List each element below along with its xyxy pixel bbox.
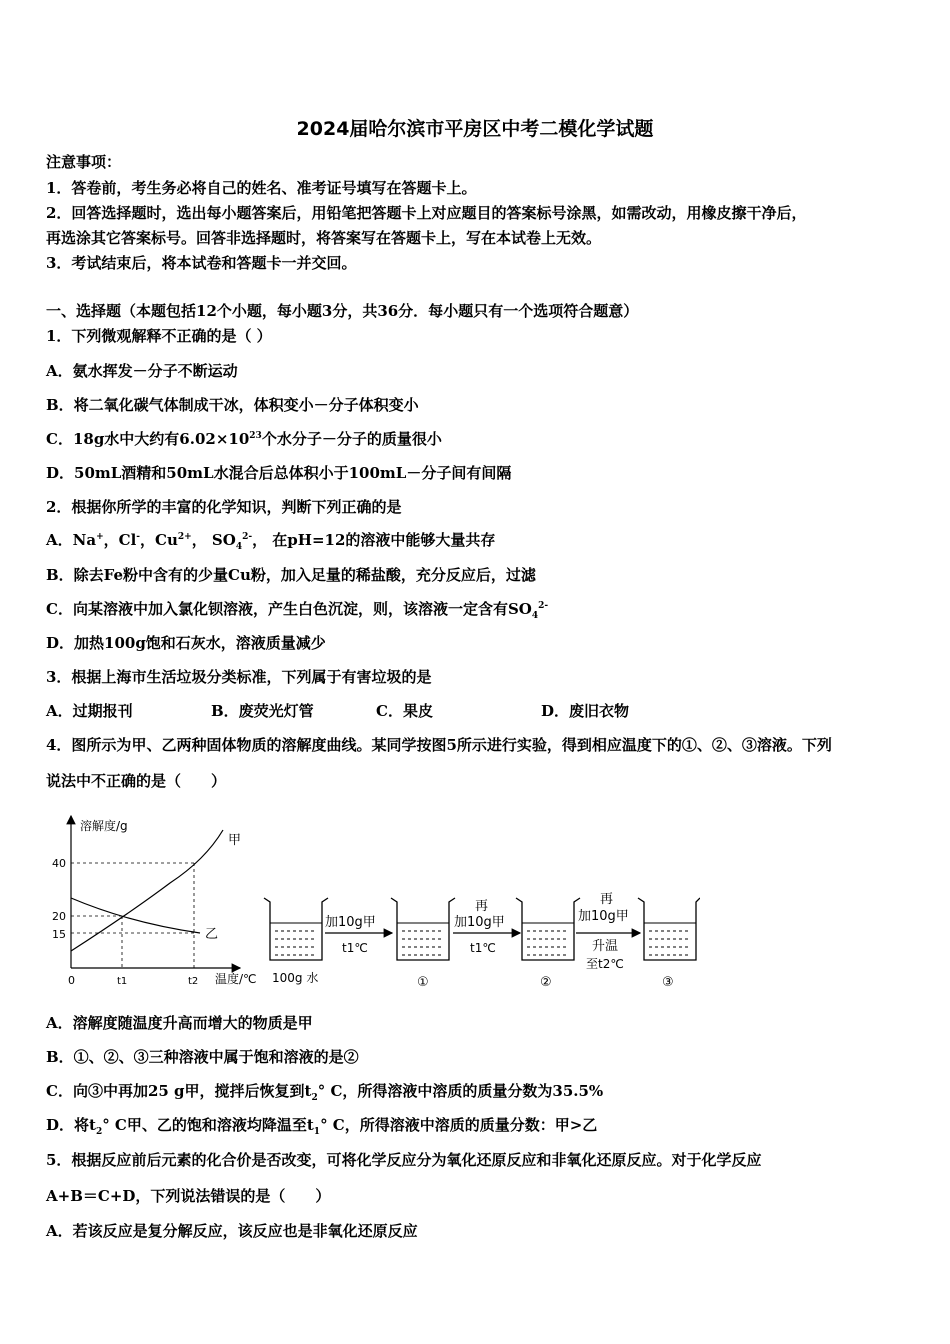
step3-temp: 至t2℃: [586, 957, 624, 971]
q1-option-d: D．50mL酒精和50mL水混合后总体积小于100mL－分子间有间隔: [46, 464, 512, 482]
q4-stem: 4．图所示为甲、乙两种固体物质的溶解度曲线。某同学按图5所示进行实验，得到相应温度下的①、②、③溶液。下列: [46, 736, 832, 754]
beaker-1: [391, 898, 455, 960]
q2-stem: 2．根据你所学的丰富的化学知识，判断下列正确的是: [46, 498, 402, 516]
q2-option-b: B．除去Fe粉中含有的少量Cu粉，加入足量的稀盐酸，充分反应后，过滤: [46, 566, 536, 584]
notice-item-2-cont: 再选涂其它答案标号。回答非选择题时，将答案写在答题卡上，写在本试卷上无效。: [46, 229, 602, 247]
label-3: ③: [662, 975, 674, 990]
curve-jia-label: 甲: [228, 833, 242, 848]
q5-stem: 5．根据反应前后元素的化合价是否改变，可将化学反应分为氧化还原反应和非氧化还原反应。对于化学反应: [46, 1151, 762, 1169]
y-tick-20: 20: [52, 910, 66, 923]
step1-temp: t1℃: [342, 941, 368, 955]
q3-option-b: B．废荧光灯管: [211, 702, 314, 720]
step3-again: 再: [600, 892, 614, 907]
step2-again: 再: [475, 899, 489, 914]
q1-option-c: C．18g水中大约有$6.02\times 10^{23}$个水分子－分子的质量很小: [46, 430, 442, 448]
q4-option-d: D．将$t_2^\circ$ C甲、乙的饱和溶液均降温至$t_1^\circ$ C，所得溶液中溶质的质量分数：甲>乙: [46, 1116, 598, 1137]
curve-yi: [71, 898, 200, 933]
beaker-3: [638, 898, 700, 960]
x-axis-label: 温度/℃: [215, 972, 257, 986]
page-title: 2024届哈尔滨市平房区中考二模化学试题: [296, 118, 654, 140]
notice-item-2: 2．回答选择题时，选出每小题答案后，用铅笔把答题卡上对应题目的答案标号涂黑，如需改动，用橡皮擦干净后，: [46, 204, 807, 222]
y-tick-40: 40: [52, 857, 66, 870]
q2-option-a: A．Na+，Cl-，$Cu^{2+}$， $SO_4^{2-}$， 在pH=12的溶液中能够大量共存: [46, 531, 496, 552]
q3-option-a: A．过期报刊: [46, 702, 133, 720]
q4-option-c: C．向③中再加25 g甲，搅拌后恢复到$t_2^\circ$ C，所得溶液中溶质的质量分数为35.5%: [46, 1082, 604, 1103]
notice-heading: 注意事项：: [46, 153, 122, 171]
curve-jia: [71, 830, 223, 951]
q1-stem: 1．下列微观解释不正确的是（ ）: [46, 327, 272, 345]
q5-stem-cont: A+B＝C+D，下列说法错误的是（ ）: [46, 1187, 331, 1205]
notice-item-1: 1．答卷前，考生务必将自己的姓名、准考证号填写在答题卡上。: [46, 179, 477, 197]
step3-heat: 升温: [592, 939, 619, 954]
q2-option-d: D．加热100g饱和石灰水，溶液质量减少: [46, 634, 326, 652]
beaker-water: [264, 898, 328, 960]
step3-add: 加10g甲: [578, 909, 629, 924]
q4-figure: [40, 808, 700, 998]
beaker-water-label: 100g 水: [272, 971, 319, 985]
section-heading: 一、选择题（本题包括12个小题，每小题3分，共36分．每小题只有一个选项符合题意）: [46, 302, 639, 320]
y-axis-label: 溶解度/g: [80, 819, 128, 833]
step2-temp: t1℃: [470, 941, 496, 955]
x-tick-t2: t2: [188, 976, 199, 987]
y-tick-15: 15: [52, 928, 66, 941]
q4-option-b: B．①、②、③三种溶液中属于饱和溶液的是②: [46, 1048, 359, 1066]
notice-item-3: 3．考试结束后，将本试卷和答题卡一并交回。: [46, 254, 357, 272]
q3-stem: 3．根据上海市生活垃圾分类标准，下列属于有害垃圾的是: [46, 668, 432, 686]
origin-label: 0: [68, 974, 75, 987]
curve-yi-label: 乙: [205, 927, 219, 942]
q4-stem-cont: 说法中不正确的是（ ）: [46, 772, 227, 790]
label-1: ①: [417, 975, 429, 990]
q3-option-c: C．果皮: [376, 702, 433, 720]
step2-add: 加10g甲: [454, 915, 505, 930]
q4-option-a: A．溶解度随温度升高而增大的物质是甲: [46, 1014, 313, 1032]
label-2: ②: [540, 975, 552, 990]
q5-option-a: A．若该反应是复分解反应，该反应也是非氧化还原反应: [46, 1222, 418, 1240]
beaker-2: [516, 898, 580, 960]
q2-option-c: C．向某溶液中加入氯化钡溶液，产生白色沉淀，则，该溶液一定含有$SO_4^{2-}$: [46, 600, 549, 621]
step1-add: 加10g甲: [325, 915, 376, 930]
q1-option-a: A．氨水挥发－分子不断运动: [46, 362, 238, 380]
x-tick-t1: t1: [117, 976, 128, 987]
q1-option-b: B．将二氧化碳气体制成干冰，体积变小－分子体积变小: [46, 396, 419, 414]
q3-option-d: D．废旧衣物: [541, 702, 630, 720]
